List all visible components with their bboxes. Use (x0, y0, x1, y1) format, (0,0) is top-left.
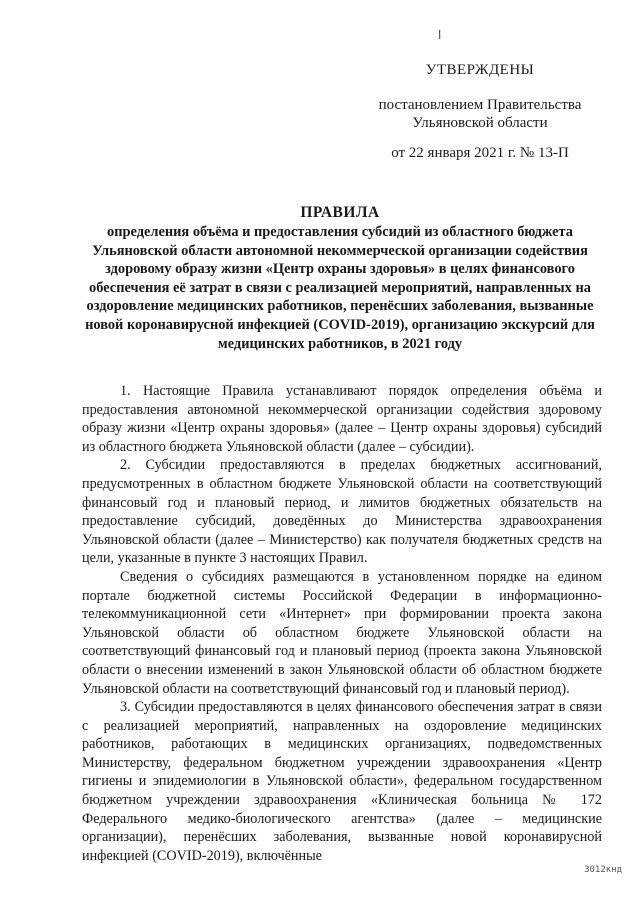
document-title-block (80, 203, 600, 353)
top-mark: ا (438, 28, 442, 42)
document-body (82, 382, 602, 865)
paragraph-2-info: Сведения о субсидиях размещаются в установленном порядке на едином портале бюджетной системы Российской Федерации в информационно-телекоммуникационной сети «Интернет» при формировании проекта закона Ульяновской области об областном бюджете Ульяновской области на соответствующий финансовый год и плановый период (проекта закона Ульяновской области о внесении изменений в закон Ульяновской области об областном бюджете Ульяновской области на соответствующий финансовый год и плановый период). (82, 568, 602, 697)
paragraph-2: 2. Субсидии предоставляются в пределах бюджетных ассигнований, предусмотренных в областном бюджете Ульяновской области на соответствующий финансовый год и плановый период, и лимитов бюджетных обязательств на предоставление субсидий, доведённых до Министерства здравоохранения Ульяновской области (далее – Министерство) как получателя бюджетных средств на цели, указанные в пункте 3 настоящих Правил. (82, 457, 602, 567)
footer-code: 3012кнд (584, 865, 622, 875)
approval-line-1: постановлением Правительства (378, 97, 582, 113)
approval-line-2: Ульяновской области (412, 115, 548, 131)
paragraph-3: 3. Субсидии предоставляются в целях финансового обеспечения затрат в связи с реализацией мероприятий, направленных на оздоровление медицинских работников, работающих в медицинских организациях, подведомственных Министерству, федеральном бюджетном учреждении здравоохранения «Центр гигиены и эпидемиологии в Ульяновской области», федеральном государственном бюджетном учреждении здравоохранения «Клиническая больница № 172 Федерального медико-биологического агентства» (далее – медицинские организации), перенёсших заболевания, вызванные новой коронавирусной инфекцией (COVID-2019), включённые (82, 699, 602, 864)
approval-date: от 22 января 2021 г. № 13-П (391, 145, 569, 161)
document-title: ПРАВИЛА (300, 204, 380, 221)
paragraph-1: 1. Настоящие Правила устанавливают порядок определения объёма и предоставления автономной некоммерческой организации содействия здоровому образу жизни «Центр охраны здоровья» (далее – Центр охраны здоровья) субсидий из областного бюджета Ульяновской области (далее – субсидии). (82, 383, 602, 455)
approval-heading: УТВЕРЖДЕНЫ (425, 62, 535, 78)
document-subtitle: определения объёма и предоставления субсидий из областного бюджета Ульяновской области автономной некоммерческой организации содействия здоровому образу жизни «Центр охраны здоровья» в целях финансового обеспечения её затрат в связи с реализацией мероприятий, направленных на оздоровление медицинских работников, перенёсших заболевания, вызванные новой коронавирусной инфекцией (COVID-2019), организацию экскурсий для медицинских работников, в 2021 году (85, 224, 595, 352)
